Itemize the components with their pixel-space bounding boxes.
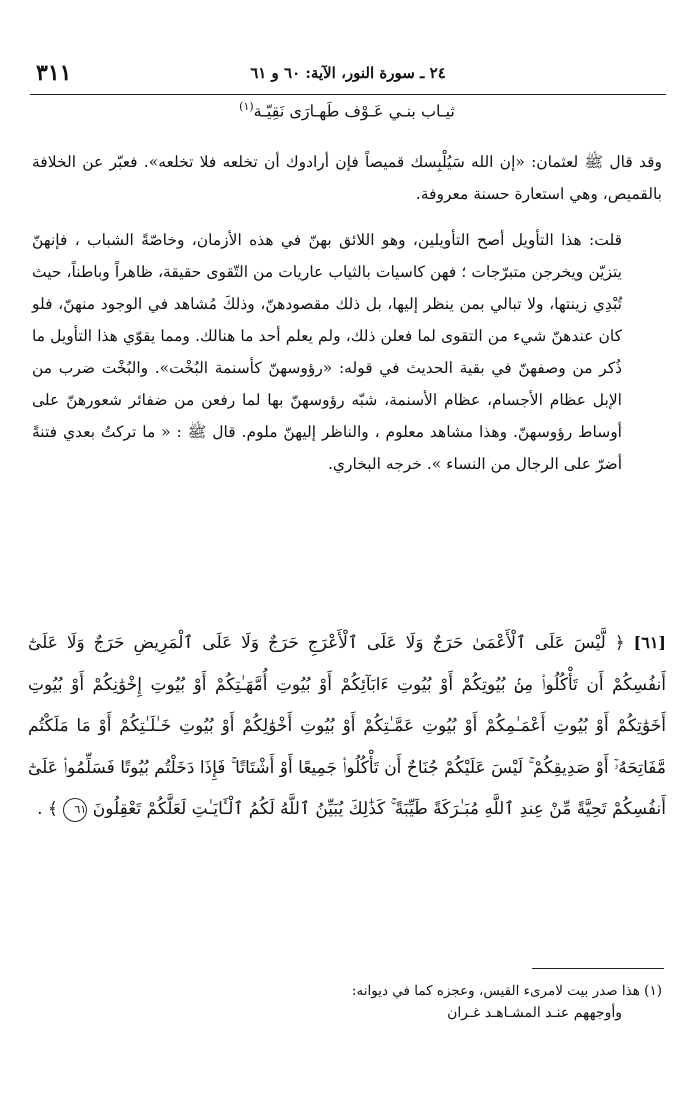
footnotes — [32, 980, 662, 1024]
running-title: ٢٤ ـ سورة النور، الآية: ٦٠ و ٦١ — [250, 64, 446, 82]
poem-verse-text: ثيـاب بنـي عَـوْف طَهـارَى نَقِيّـة — [253, 101, 455, 121]
paragraph-text: وقد قال ﷺ لعثمان: «إن الله سَيُلْبِسك قميصاً فإن أرادوك أن تخلعه فلا تخلعه». فعبّر عن الخلافة بالقميص، وهي استعارة حسنة معروفة. — [32, 153, 662, 203]
verse-number: [٦١] — [633, 633, 666, 652]
verse-end-marker: ٦١ — [63, 798, 87, 822]
body-paragraph-2 — [32, 224, 662, 480]
footnote-divider — [532, 968, 664, 969]
page-number: ٣١١ — [36, 60, 72, 86]
poem-verse — [0, 100, 694, 120]
quran-verse-block — [28, 622, 666, 831]
paragraph-text: قلت: هذا التأويل أصح التأويلين، وهو اللائق بهنّ في هذه الأزمان، وخاصّةً الشباب ، فإنهنّ يتزيّن ويخرجن متبرّجات ؛ فهن كاسيات بالثياب عاريات من التّقوى حقيقة، ظاهراً وباطناً، حيث تُبْدِي زينتها، ولا تبالي بمن ينظر إليها، بل ذلك مقصودهنّ، وذلكَ مُشاهد في الوجود منهنّ، فلو كان عندهنّ شيء من التقوى لما فعلن ذلك، ولم يعلم أحد ما هنالك. ومما يقوّي هذا التأويل ما ذُكر من وصفهنّ في بقية الحديث في قوله: «رؤوسهنّ كأسنمة البُخْت». والبُخْت ضرب من الإبل عظام الأجسام، عظام الأسنمة، شبّه رؤوسهنّ بها لما رفعن من ضفائر شعورهنّ على أوساط رؤوسهنّ. وهذا مشاهد معلوم ، والناظر إليهنّ ملوم. قال ﷺ : « ما تركتُ بعدي فتنةً أضرّ على الرجال من النساء ». خرجه البخاري. — [32, 231, 622, 473]
body-paragraph-1 — [32, 146, 662, 210]
footnote-reference: (١) — [239, 100, 254, 113]
page-header — [30, 58, 666, 95]
footnote-1: (١) هذا صدر بيت لامرىء القيس، وعجزه كما في ديوانه: — [351, 983, 662, 999]
verse-close-bracket: ﴾ . — [37, 799, 58, 819]
verse-text: ﴿ لَّيْسَ عَلَى ٱلْأَعْمَىٰ حَرَجٌ وَلَا عَلَى ٱلْأَعْرَجِ حَرَجٌ وَلَا عَلَى ٱلْمَرِيضِ حَرَجٌ وَلَا عَلَىٰٓ أَنفُسِكُمْ أَن تَأْكُلُوا۟ مِنۢ بُيُوتِكُمْ أَوْ بُيُوتِ ءَابَآئِكُمْ أَوْ بُيُوتِ أُمَّهَـٰتِكُمْ أَوْ بُيُوتِ إِخْوَٰنِكُمْ أَوْ بُيُوتِ أَخَوَٰتِكُمْ أَوْ بُيُوتِ أَعْمَـٰمِكُمْ أَوْ بُيُوتِ عَمَّـٰتِكُمْ أَوْ بُيُوتِ أَخْوَٰلِكُمْ أَوْ بُيُوتِ خَـٰلَـٰتِكُمْ أَوْ مَا مَلَكْتُم مَّفَاتِحَهُۥٓ أَوْ صَدِيقِكُمْ ۚ لَيْسَ عَلَيْكُمْ جُنَاحٌ أَن تَأْكُلُوا۟ جَمِيعًا أَوْ أَشْتَاتًا ۚ فَإِذَا دَخَلْتُم بُيُوتًا فَسَلِّمُوا۟ عَلَىٰٓ أَنفُسِكُمْ تَحِيَّةً مِّنْ عِندِ ٱللَّهِ مُبَـٰرَكَةً طَيِّبَةً ۚ كَذَٰلِكَ يُبَيِّنُ ٱللَّهُ لَكُمُ ٱلْـَٔايَـٰتِ لَعَلَّكُمْ تَعْقِلُونَ — [28, 633, 666, 819]
footnote-1-verse: وأوجههم عنـد المشـاهـد غـران — [447, 1005, 622, 1021]
